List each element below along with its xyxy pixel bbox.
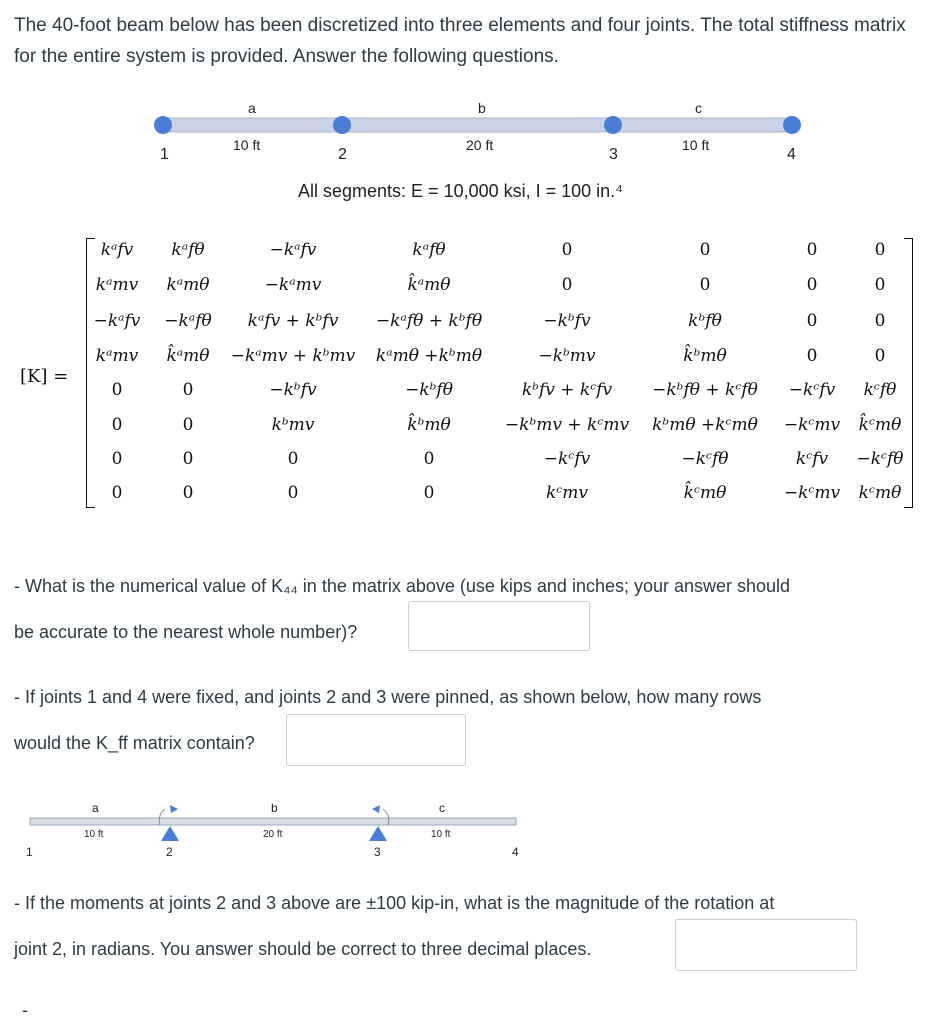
stiffness-matrix: [0, 230, 935, 510]
beam-bar: [163, 118, 793, 132]
matrix-cell: kᶜfθ: [863, 380, 897, 400]
matrix-cell: 0: [561, 240, 573, 260]
matrix-cell: 0: [287, 483, 299, 503]
matrix-cell: kᵃfθ: [171, 240, 205, 260]
matrix-cell: kᵃmθ +kᵇmθ: [375, 346, 483, 366]
matrix-cell: 0: [182, 483, 194, 503]
matrix-cell: 0: [182, 449, 194, 469]
matrix-cell: k̂ᵃmθ: [166, 346, 210, 366]
beam-bar-2: [30, 818, 516, 825]
length-c: 10 ft: [682, 137, 710, 153]
matrix-cell: k̂ᵇmθ: [683, 346, 727, 366]
matrix-cell: kᵇmθ +kᶜmθ: [652, 415, 758, 435]
joint-label-2: 2: [338, 146, 347, 163]
matrix-right-bracket: [904, 238, 913, 508]
matrix-cell: −kᵇfv: [543, 311, 591, 331]
matrix-cell: kᵃmθ: [166, 275, 210, 295]
matrix-cell: −kᶜfθ: [856, 449, 904, 469]
pin-support-3: [369, 826, 387, 841]
matrix-cell: 0: [874, 346, 886, 366]
joint2-label-2: 2: [166, 845, 173, 859]
matrix-cell: 0: [874, 275, 886, 295]
matrix-cell: 0: [806, 275, 818, 295]
answer-input-rotation[interactable]: [675, 919, 857, 971]
length-a: 10 ft: [233, 137, 261, 153]
matrix-cell: −kᵇfv: [269, 380, 317, 400]
joint2-label-3: 3: [374, 845, 381, 859]
matrix-cell: kᶜfv: [795, 449, 829, 469]
matrix-cell: kᵃfθ: [412, 240, 446, 260]
matrix-cell: kᵃfv + kᵇfv: [247, 311, 339, 331]
matrix-cell: −kᵇmv: [538, 346, 596, 366]
matrix-left-bracket: [86, 238, 95, 508]
matrix-cell: −kᶜfv: [788, 380, 836, 400]
matrix-cell: −kᵃfθ + kᵇfθ: [375, 311, 483, 331]
question-2-line2: would the K_ff matrix contain?: [14, 733, 255, 753]
matrix-cell: 0: [806, 240, 818, 260]
joint2-label-1: 1: [26, 845, 33, 859]
matrix-cell: −kᵃfv: [93, 311, 141, 331]
element-label-a: a: [248, 100, 256, 116]
question-1-line2: be accurate to the nearest whole number)?: [14, 622, 358, 642]
matrix-cell: kᵃmv: [95, 275, 139, 295]
question-3-line1: - If the moments at joints 2 and 3 above are ±100 kip-in, what is the magnitude of the rotation at: [14, 893, 775, 913]
intro-text: The 40-foot beam below has been discretized into three elements and four joints. The total stiffness matrix for the entire system is provided. Answer the following questions.: [14, 15, 906, 67]
matrix-cell: 0: [806, 346, 818, 366]
element2-label-b: b: [271, 801, 278, 815]
material-caption: All segments: E = 10,000 ksi, I = 100 in.⁴: [298, 181, 623, 201]
length-b: 20 ft: [466, 137, 494, 153]
matrix-cell: kᵇmv: [271, 415, 315, 435]
joint-label-1: 1: [160, 146, 169, 163]
question-3-line2: joint 2, in radians. You answer should be correct to three decimal places.: [14, 939, 592, 959]
matrix-cell: kᵇfθ: [688, 311, 722, 331]
joint2-label-4: 4: [512, 845, 519, 859]
joint-node-3: [604, 116, 622, 134]
matrix-cell: 0: [423, 483, 435, 503]
matrix-cell: −kᵇfθ: [405, 380, 453, 400]
matrix-cell: −kᶜfv: [543, 449, 591, 469]
matrix-cell: kᵃmv: [95, 346, 139, 366]
joint-label-3: 3: [609, 146, 618, 163]
trailing-dash: -: [22, 1000, 28, 1020]
matrix-cell: 0: [699, 275, 711, 295]
matrix-cell: 0: [111, 483, 123, 503]
matrix-cell: 0: [111, 449, 123, 469]
joint-node-1: [154, 116, 172, 134]
matrix-cell: −kᵇfθ + kᶜfθ: [652, 380, 758, 400]
matrix-label: [K] =: [20, 366, 69, 387]
matrix-cell: −kᶜfθ: [681, 449, 729, 469]
matrix-cell: k̂ᶜmθ: [683, 483, 727, 503]
matrix-cell: −kᵃmv + kᵇmv: [230, 346, 356, 366]
joint-node-4: [783, 116, 801, 134]
matrix-cell: −kᶜmv: [783, 415, 841, 435]
matrix-cell: 0: [806, 311, 818, 331]
element-label-b: b: [478, 100, 486, 116]
question-1-line1: - What is the numerical value of K₄₄ in the matrix above (use kips and inches; your answer should: [14, 576, 791, 596]
element2-label-a: a: [92, 801, 99, 815]
joint-label-4: 4: [787, 146, 796, 163]
length2-a: 10 ft: [84, 829, 104, 840]
answer-input-k44[interactable]: [408, 601, 590, 651]
matrix-cell: 0: [287, 449, 299, 469]
matrix-cell: kᵇfv + kᶜfv: [521, 380, 613, 400]
length2-c: 10 ft: [431, 829, 451, 840]
question-2: [14, 674, 919, 766]
matrix-cell: 0: [874, 311, 886, 331]
matrix-cell: 0: [182, 415, 194, 435]
matrix-cell: k̂ᵃmθ: [407, 275, 451, 295]
joint-node-2: [333, 116, 351, 134]
moment-arrow-3: [372, 805, 380, 813]
matrix-cell: −kᵃfv: [269, 240, 317, 260]
length2-b: 20 ft: [263, 829, 283, 840]
matrix-cell: kᵃfv: [100, 240, 134, 260]
pin-support-2: [161, 826, 179, 841]
matrix-cell: kᶜmv: [545, 483, 589, 503]
matrix-cell: 0: [561, 275, 573, 295]
matrix-cell: −kᵇmv + kᶜmv: [504, 415, 630, 435]
matrix-cell: −kᵃfθ: [164, 311, 212, 331]
matrix-cell: −kᵃmv: [264, 275, 322, 295]
matrix-cell: 0: [423, 449, 435, 469]
moment-arrow-2: [170, 805, 178, 813]
matrix-cell: kᶜmθ: [858, 483, 902, 503]
answer-input-kff-rows[interactable]: [286, 714, 466, 766]
matrix-cell: 0: [182, 380, 194, 400]
matrix-cell: 0: [699, 240, 711, 260]
element2-label-c: c: [439, 801, 445, 815]
matrix-cell: k̂ᶜmθ: [858, 415, 902, 435]
element-label-c: c: [695, 100, 702, 116]
matrix-cell: 0: [111, 380, 123, 400]
matrix-cell: 0: [874, 240, 886, 260]
matrix-cell: −kᶜmv: [783, 483, 841, 503]
matrix-cell: k̂ᵇmθ: [407, 415, 451, 435]
question-2-line1: - If joints 1 and 4 were fixed, and joints 2 and 3 were pinned, as shown below, how many rows: [14, 687, 762, 707]
matrix-cell: 0: [111, 415, 123, 435]
